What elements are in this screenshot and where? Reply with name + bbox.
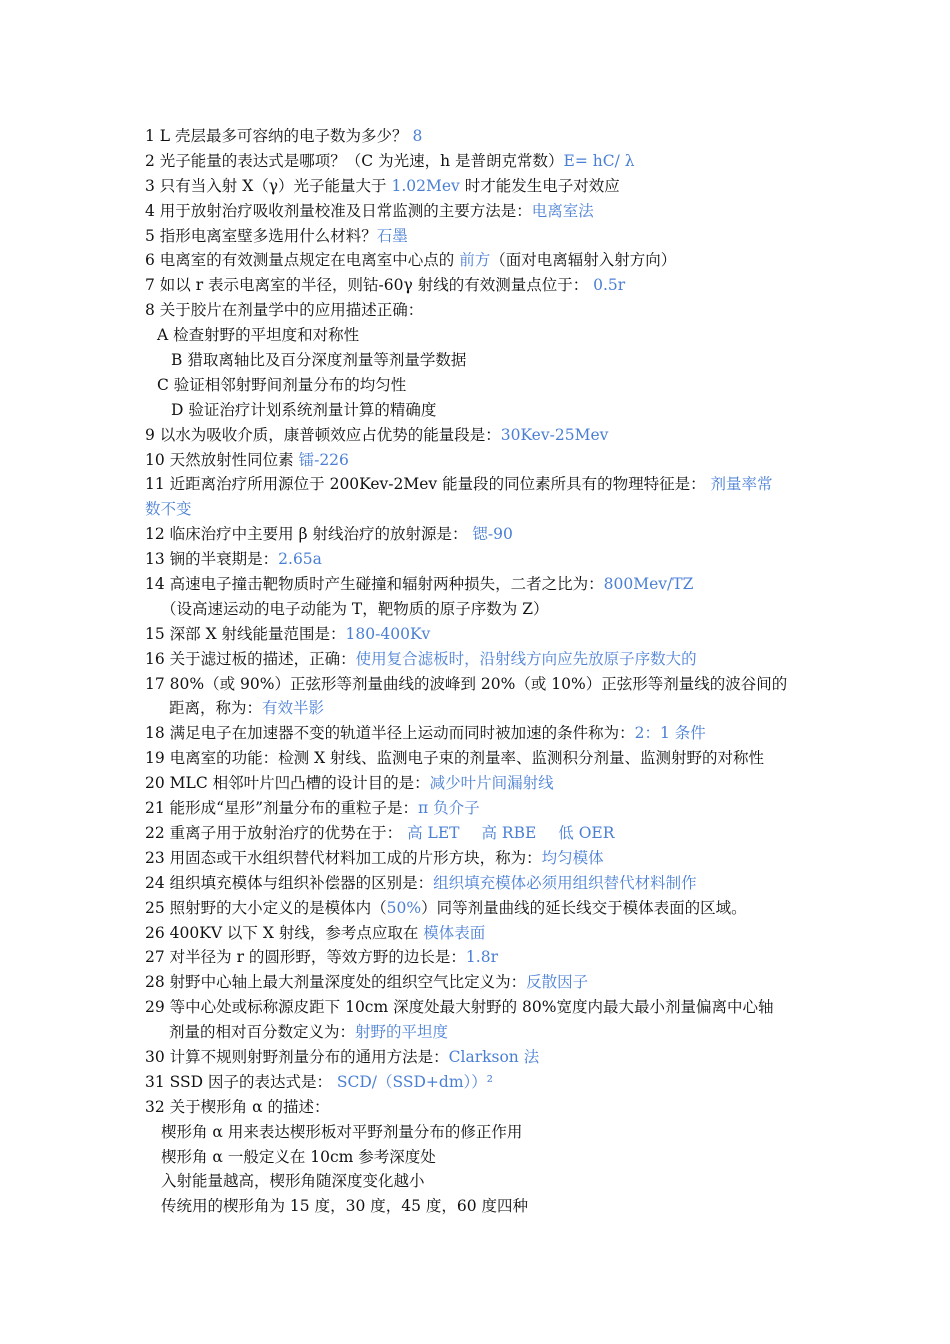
question-22: 22 重离子用于放射治疗的优势在于： 高 LET 高 RBE 低 OER <box>145 823 615 842</box>
question-11: 11 近距离治疗所用源位于 200Kev-2Mev 能量段的同位素所具有的物理特征是： 剂量率常 <box>145 475 773 494</box>
question-11-cont <box>145 497 810 522</box>
question-2: 2 光子能量的表达式是哪项？（C 为光速，h 是普朗克常数）E= hC/ λ <box>145 151 635 170</box>
answer: 模体表面 <box>423 923 486 942</box>
answer: 锶-90 <box>472 525 513 544</box>
option-b: B 猎取离轴比及百分深度剂量等剂量学数据 <box>171 351 467 370</box>
answer: 使用复合滤板时，沿射线方向应先放原子序数大的 <box>355 649 697 668</box>
answer: Clarkson 法 <box>448 1047 540 1066</box>
question-19: 19 电离室的功能：检测 X 射线、监测电子束的剂量率、监测积分剂量、监测射野的对称性 <box>145 749 765 768</box>
question-26: 26 400KV 以下 X 射线，参考点应取在 模体表面 <box>145 923 486 942</box>
question-8: 8 关于胶片在剂量学中的应用描述正确： <box>145 301 424 320</box>
question-27: 27 对半径为 r 的圆形野，等效方野的边长是：1.8r <box>145 948 498 967</box>
answer: 前方 <box>459 251 491 270</box>
question-25: 25 照射野的大小定义的是模体内（50%）同等剂量曲线的延长线交于模体表面的区域。 <box>145 898 747 917</box>
question-15: 15 深部 X 射线能量范围是：180-400Kv <box>145 624 431 643</box>
answer: 180-400Kv <box>345 624 431 643</box>
question-31: 31 SSD 因子的表达式是： SCD/（SSD+dm））² <box>145 1072 493 1091</box>
statement-4: 传统用的楔形角为 15 度，30 度，45 度，60 度四种 <box>161 1197 529 1216</box>
statement-3: 入射能量越高，楔形角随深度变化越小 <box>161 1172 425 1191</box>
answer: π 负介子 <box>418 799 480 818</box>
answer: 电离室法 <box>531 201 594 220</box>
answer: 1.02Mev <box>391 176 460 195</box>
question-32: 32 关于楔形角 α 的描述： <box>145 1097 330 1116</box>
question-29-cont: 剂量的相对百分数定义为：射野的平坦度 <box>169 1023 449 1042</box>
question-21: 21 能形成“星形”剂量分布的重粒子是：π 负介子 <box>145 799 480 818</box>
question-17-cont: 距离，称为：有效半影 <box>169 699 325 718</box>
question-14-note: （设高速运动的电子动能为 T，靶物质的原子序数为 Z） <box>161 599 549 618</box>
answer: 镭-226 <box>298 450 349 469</box>
answer: 800Mev/TZ <box>603 575 694 594</box>
answer: 减少叶片间漏射线 <box>429 774 554 793</box>
question-list <box>145 124 810 1219</box>
question-29: 29 等中心处或标称源皮距下 10cm 深度处最大射野的 80%宽度内最大最小剂量偏离中心轴 <box>145 998 774 1017</box>
question-7: 7 如以 r 表示电离室的半径，则钴-60γ 射线的有效测量点位于： 0.5r <box>145 276 626 295</box>
question-9: 9 以水为吸收介质，康普顿效应占优势的能量段是：30Kev-25Mev <box>145 425 609 444</box>
question-10: 10 天然放射性同位素 镭-226 <box>145 450 349 469</box>
option-d: D 验证治疗计划系统剂量计算的精确度 <box>171 400 437 419</box>
question-6: 6 电离室的有效测量点规定在电离室中心点的 前方（面对电离辐射入射方向） <box>145 251 677 270</box>
question-30: 30 计算不规则射野剂量分布的通用方法是：Clarkson 法 <box>145 1047 540 1066</box>
answer: 1.8r <box>465 948 498 967</box>
answer: 2.65a <box>278 550 322 569</box>
question-24: 24 组织填充模体与组织补偿器的区别是：组织填充模体必须用组织替代材料制作 <box>145 873 697 892</box>
answer: 剂量率常 <box>710 475 773 494</box>
answer: 射野的平坦度 <box>355 1023 449 1042</box>
answer: E= hC/ λ <box>563 151 635 170</box>
question-17: 17 80%（或 90%）正弦形等剂量曲线的波峰到 20%（或 10%）正弦形等剂量线的波谷间的 <box>145 674 788 693</box>
answer: 50% <box>386 898 422 917</box>
answer: 有效半影 <box>262 699 325 718</box>
answer: 高 LET <box>407 823 460 842</box>
answer: 均匀模体 <box>541 848 604 867</box>
answer: SCD/（SSD+dm））² <box>336 1072 493 1091</box>
answer: 8 <box>412 127 423 145</box>
question-23: 23 用固态或干水组织替代材料加工成的片形方块，称为：均匀模体 <box>145 848 604 867</box>
option-a: A 检查射野的平坦度和对称性 <box>157 326 360 345</box>
statement-1: 楔形角 α 用来表达楔形板对平野剂量分布的修正作用 <box>161 1122 523 1141</box>
question-20: 20 MLC 相邻叶片凹凸槽的设计目的是：减少叶片间漏射线 <box>145 774 554 793</box>
question-16: 16 关于滤过板的描述，正确：使用复合滤板时，沿射线方向应先放原子序数大的 <box>145 649 697 668</box>
option-c: C 验证相邻射野间剂量分布的均匀性 <box>157 375 407 394</box>
question-3: 3 只有当入射 X（γ）光子能量大于 1.02Mev 时才能发生电子对效应 <box>145 176 620 195</box>
answer: 反散因子 <box>526 973 589 992</box>
question-4: 4 用于放射治疗吸收剂量校准及日常监测的主要方法是：电离室法 <box>145 201 594 220</box>
answer: 组织填充模体必须用组织替代材料制作 <box>433 873 697 892</box>
answer: 石墨 <box>376 226 408 245</box>
question-1: 1 L 壳层最多可容纳的电子数为多少？ 8 <box>145 127 423 145</box>
statement-2: 楔形角 α 一般定义在 10cm 参考深度处 <box>161 1147 436 1166</box>
answer: 30Kev-25Mev <box>500 425 609 444</box>
answer: 数不变 <box>145 500 192 519</box>
question-12: 12 临床治疗中主要用 β 射线治疗的放射源是： 锶-90 <box>145 525 513 544</box>
question-14: 14 高速电子撞击靶物质时产生碰撞和辐射两种损失，二者之比为：800Mev/TZ <box>145 575 694 594</box>
question-5: 5 指形电离室壁多选用什么材料？石墨 <box>145 226 408 245</box>
question-28: 28 射野中心轴上最大剂量深度处的组织空气比定义为：反散因子 <box>145 973 589 992</box>
question-13: 13 锎的半衰期是：2.65a <box>145 550 322 569</box>
answer: 高 RBE <box>481 823 537 842</box>
question-18: 18 满足电子在加速器不变的轨道半径上运动而同时被加速的条件称为：2：1 条件 <box>145 724 706 743</box>
answer: 2：1 条件 <box>634 724 706 743</box>
answer: 低 OER <box>558 823 615 842</box>
answer: 0.5r <box>593 276 626 295</box>
